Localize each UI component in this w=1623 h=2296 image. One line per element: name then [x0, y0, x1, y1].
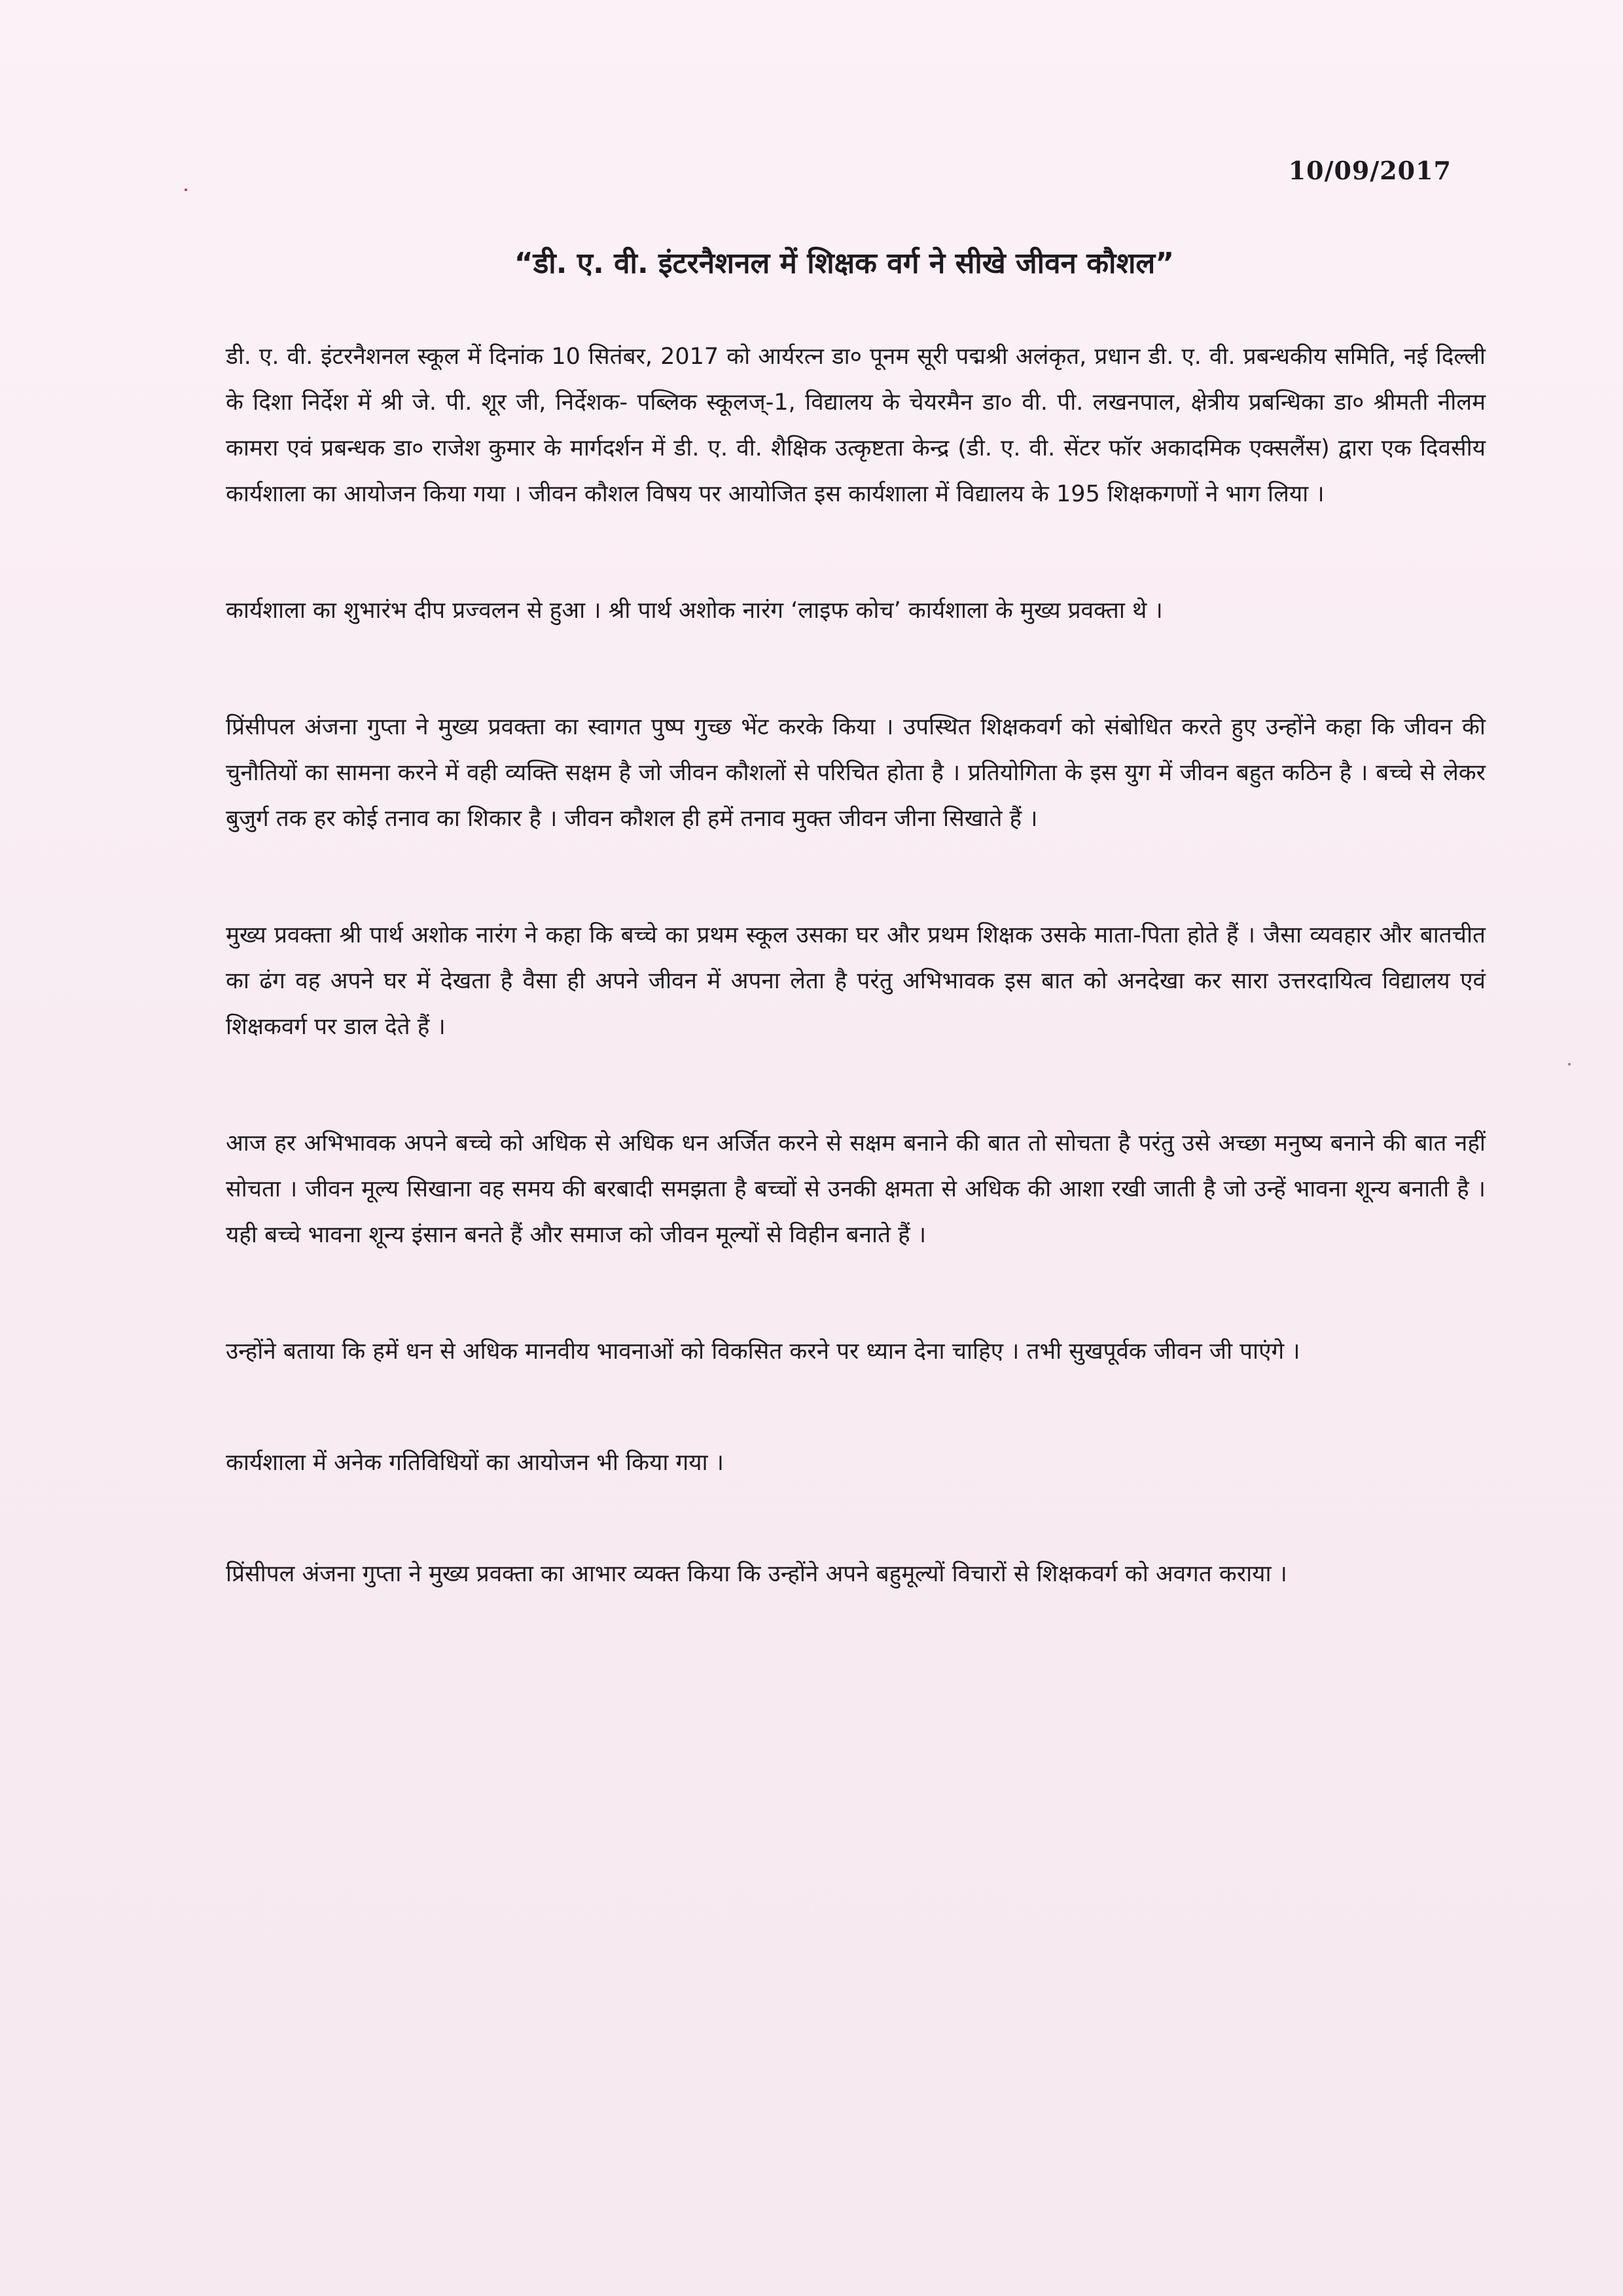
paragraph-parents: आज हर अभिभावक अपने बच्चे को अधिक से अधिक धन अर्जित करने से सक्षम बनाने की बात तो सोचता है परंतु उसे अच्छा मनुष्य बनाने की बात नहीं सोचता । जीवन मूल्य सिखाना वह समय की बरबादी समझता है बच्चों से उनकी क्षमता से अधिक की आशा रखी जाती है जो उन्हें भावना शून्य बनाती है । यही बच्चे भावना शून्य इंसान बनते हैं और समाज को जीवन मूल्यों से विहीन बनाते हैं ।: [226, 1130, 1486, 1248]
paragraph-intro: डी. ए. वी. इंटरनैशनल स्कूल में दिनांक 10 सितंबर, 2017 को आर्यरत्न डा० पूनम सूरी पद्मश्री अलंकृत, प्रधान डी. ए. वी. प्रबन्धकीय समिति, नई दिल्ली के दिशा निर्देश में श्री जे. पी. शूर जी, निर्देशक- पब्लिक स्कूलज्-1, विद्यालय के चेयरमैन डा० वी. पी. लखनपाल, क्षेत्रीय प्रबन्धिका डा० श्रीमती नीलम कामरा एवं प्रबन्धक डा० राजेश कुमार के मार्गदर्शन में डी. ए. वी. शैक्षिक उत्कृष्टता केन्द्र (डी. ए. वी. सेंटर फॉर अकादमिक एक्सलैंस) द्वारा एक दिवसीय कार्यशाला का आयोजन किया गया । जीवन कौशल विषय पर आयोजित इस कार्यशाला में विद्यालय के 195 शिक्षकगणों ने भाग लिया ।: [226, 344, 1486, 507]
ink-speck: [185, 188, 187, 191]
ink-speck: [1568, 1063, 1571, 1066]
paragraph-human-values: उन्होंने बताया कि हमें धन से अधिक मानवीय भावनाओं को विकसित करने पर ध्यान देना चाहिए । तभी सुखपूर्वक जीवन जी पाएंगे ।: [226, 1338, 1300, 1365]
article-title: “डी. ए. वी. इंटरनैशनल में शिक्षक वर्ग ने सीखे जीवन कौशल”: [514, 247, 1175, 280]
paragraph-inauguration: कार्यशाला का शुभारंभ दीप प्रज्वलन से हुआ । श्री पार्थ अशोक नारंग ‘लाइफ कोच’ कार्यशाला के मुख्य प्रवक्ता थे ।: [226, 598, 1163, 624]
article-body: [226, 334, 1486, 1668]
paragraph-principal-welcome: प्रिंसीपल अंजना गुप्ता ने मुख्य प्रवक्ता का स्वागत पुष्प गुच्छ भेंट करके किया । उपस्थित शिक्षकवर्ग को संबोधित करते हुए उन्होंने कहा कि जीवन की चुनौतियों का सामना करने में वही व्यक्ति सक्षम है जो जीवन कौशलों से परिचित होता है । प्रतियोगिता के इस युग में जीवन बहुत कठिन है । बच्चे से लेकर बुजुर्ग तक हर कोई तनाव का शिकार है । जीवन कौशल ही हमें तनाव मुक्त जीवन जीना सिखाते हैं ।: [226, 714, 1486, 832]
paragraph-speaker-remarks: मुख्य प्रवक्ता श्री पार्थ अशोक नारंग ने कहा कि बच्चे का प्रथम स्कूल उसका घर और प्रथम शिक्षक उसके माता-पिता होते हैं । जैसा व्यवहार और बातचीत का ढंग वह अपने घर में देखता है वैसा ही अपने जीवन में अपना लेता है परंतु अभिभावक इस बात को अनदेखा कर सारा उत्तरदायित्व विद्यालय एवं शिक्षकवर्ग पर डाल देते हैं ।: [226, 922, 1486, 1040]
paragraph-activities: कार्यशाला में अनेक गतिविधियों का आयोजन भी किया गया ।: [226, 1450, 724, 1476]
paragraph-vote-of-thanks: प्रिंसीपल अंजना गुप्ता ने मुख्य प्रवक्ता का आभार व्यक्त किया कि उन्होंने अपने बहुमूल्यों विचारों से शिक्षकवर्ग को अवगत कराया ।: [226, 1561, 1287, 1587]
document-date: 10/09/2017: [1288, 156, 1452, 185]
